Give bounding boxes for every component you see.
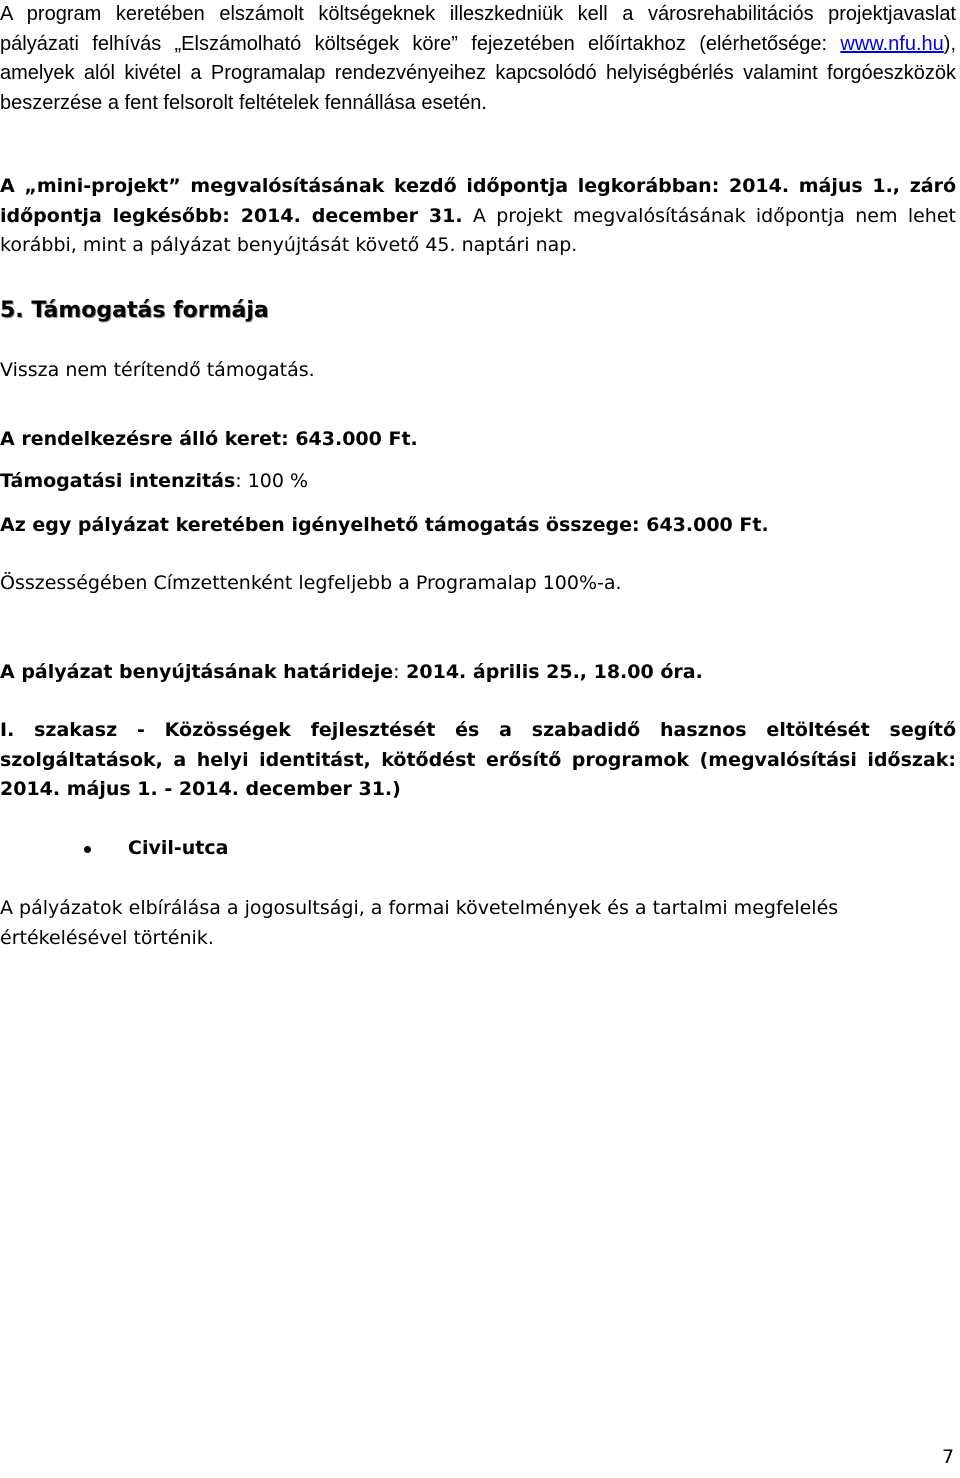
support-intensity (0, 467, 956, 497)
timing-paragraph (0, 172, 956, 261)
deadline-value: 2014. április 25., 18.00 óra. (399, 661, 703, 683)
deadline-label: A pályázat benyújtásának határideje (0, 661, 394, 683)
deadline-colon: : (393, 661, 400, 683)
bullet-item (0, 834, 500, 864)
timing-note: A projekt megvalósításának időpontja nem lehet korábbi, mint a pályázat benyújtását követő 45. naptári nap. (0, 204, 956, 256)
phase-one-title: I. szakasz - Közösségek fejlesztését és a szabadidő hasznos eltöltését segítő szolgáltatások, a helyi identitást, kötődést erősítő programok (megvalósítási időszak: 2014. május 1. - 2014. december 31.) (0, 719, 956, 800)
bullet-label: Civil-utca (128, 837, 229, 859)
total-limit: Összességében Címzettenként legfeljebb a Programalap 100%-a. (0, 572, 622, 594)
page-number: 7 (942, 1446, 955, 1468)
timing-dates: A „mini-projekt” megvalósításának kezdő időpontja legkorábban: 2014. május 1., záró időpontja legkésőbb: 2014. december 31. (0, 175, 956, 227)
intensity-label: Támogatási intenzitás (0, 470, 236, 492)
nfu-link[interactable]: www.nfu.hu (840, 32, 944, 55)
available-budget: A rendelkezésre álló keret: 643.000 Ft. (0, 428, 418, 450)
submission-deadline (0, 658, 956, 688)
intensity-value: : 100 % (235, 470, 309, 492)
intro-text-1: A program keretében elszámolt költségeknek illeszkedniük kell a városrehabilitációs projektjavaslat pályázati felhívás „Elszámolható költségek köre” fejezetében előírtakhoz (elérhetősége: (0, 3, 956, 55)
requestable-amount: Az egy pályázat keretében igényelhető támogatás összege: 643.000 Ft. (0, 514, 769, 536)
intro-paragraph (0, 0, 956, 118)
section-heading: 5. Támogatás formája (0, 298, 269, 323)
bullet-icon (84, 846, 91, 853)
evaluation-paragraph: A pályázatok elbírálása a jogosultsági, a formai követelmények és a tartalmi megfelelés értékelésével történik. (0, 897, 839, 949)
support-type: Vissza nem térítendő támogatás. (0, 359, 315, 381)
intro-text-2: ), amelyek alól kivétel a Programalap rendezvényeihez kapcsolódó helyiségbérlés valamint forgóeszközök beszerzése a fent felsorolt feltételek fennállása esetén. (0, 32, 956, 114)
